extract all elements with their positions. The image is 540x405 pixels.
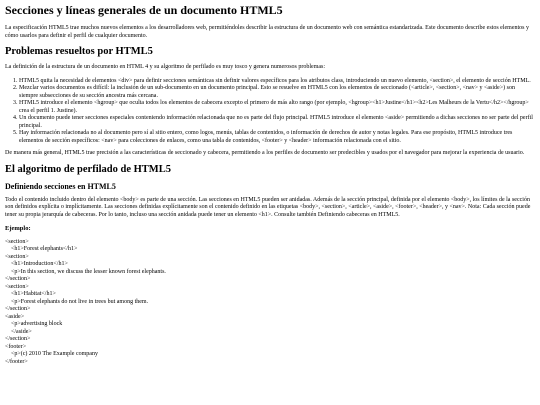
problems-list bbox=[5, 78, 535, 146]
problems-lead: La definición de la estructura de un documento en HTML 4 y su algoritmo de perfilado es muy tosco y genera numerosos problemas: bbox=[5, 64, 326, 70]
intro-paragraph: La especificación HTML5 trae muchos nuevos elementos a los desarrolladores web, permitiéndoles describir la estructura de un documento web con semántica estandarizada. Este documento describe estos elementos y cómo usarlos para definir el perfil de cualquier documento. bbox=[5, 25, 529, 39]
problems-heading: Problemas resueltos por HTML5 bbox=[5, 46, 153, 57]
code-example: <section> <h1>Forest elephants</h1> <section> <h1>Introduction</h1> <p>In this section, we discuss the lesser known forest elephants. </section> <section> <h1>Habitat</h1> <p>Forest elephants do not live in trees but among them. </section> <aside> <p>advertising block </aside> </section> <footer> <p>(c) 2010 The Example company </footer> bbox=[5, 238, 166, 365]
example-label: Ejemplo: bbox=[5, 225, 31, 232]
list-item: 2. Mezclar varios documentos es difícil: la inclusión de un sub-documento en un documento principal. Esto se resuelve en HTML5 con los elementos de seccionado (<article>, <section>, <nav> y <aside>) son siempre subsecciones de su sección ancestra más cercana. bbox=[19, 85, 535, 100]
list-item: 1. HTML5 quita la necesidad de elementos <div> para definir secciones semánticas sin definir valores específicos para los atributos class, introduciendo un nuevo elemento, <section>, el elemento de sección HTML. bbox=[19, 78, 535, 86]
algorithm-heading: El algoritmo de perfilado de HTML5 bbox=[5, 163, 171, 175]
list-item: 3. HTML5 introduce el elemento <hgroup> que oculta todos los elementos de cabecera excepto el primero de más alto rango (por ejemplo, <hgroup><h1>Justine</h1><h2>Les Malheurs de la Vertu</h2></hgroup> crea el perfil 1. Justine). bbox=[19, 100, 535, 115]
page-title: Secciones y líneas generales de un documento HTML5 bbox=[5, 3, 283, 17]
sections-body: Todo el contenido incluido dentro del elemento <body> es parte de una sección. Las secciones en HTML5 pueden ser anidadas. Además de la sección principal, definida por el elemento <body>, los límites de la sección son definidos explícita o implícitamente. Las secciones definidas explícitamente son el contenido definido en las etiquetas <body>, <section>, <article>, <aside>, <footer>, <header>, y <nav>. Nota: Cada sección puede tener su propia jerarquía de cabeceras. Por lo tanto, incluso una sección anidada puede tener un elemento <h1>. Consulte también Definiendo cabeceras en HTML5. bbox=[5, 196, 531, 218]
problems-closing: De manera más general, HTML5 trae precisión a las características de seccionado y cabecera, permitiendo a los perfiles de documento ser predecibles y usados por el navegador para mejorar la experiencia de usuario. bbox=[5, 150, 525, 156]
list-item: 4. Un documento puede tener secciones especiales conteniendo información relacionada que no es parte del flujo principal. HTML5 introduce el elemento <aside> permitiendo a dichas secciones no ser parte del perfil principal. bbox=[19, 115, 535, 130]
list-item: 5. Hay información relacionada no al documento pero sí al sitio entero, como logos, menús, tablas de contenidos, o información de derechos de autor y notas legales. Para ese propósito, HTML5 introduce tres elementos de sección específicos: <nav> para colecciones de enlaces, como una tabla de contenidos, <footer> y <header> información relacionada con el sitio. bbox=[19, 130, 535, 145]
sections-subheading: Definiendo secciones en HTML5 bbox=[5, 181, 116, 191]
